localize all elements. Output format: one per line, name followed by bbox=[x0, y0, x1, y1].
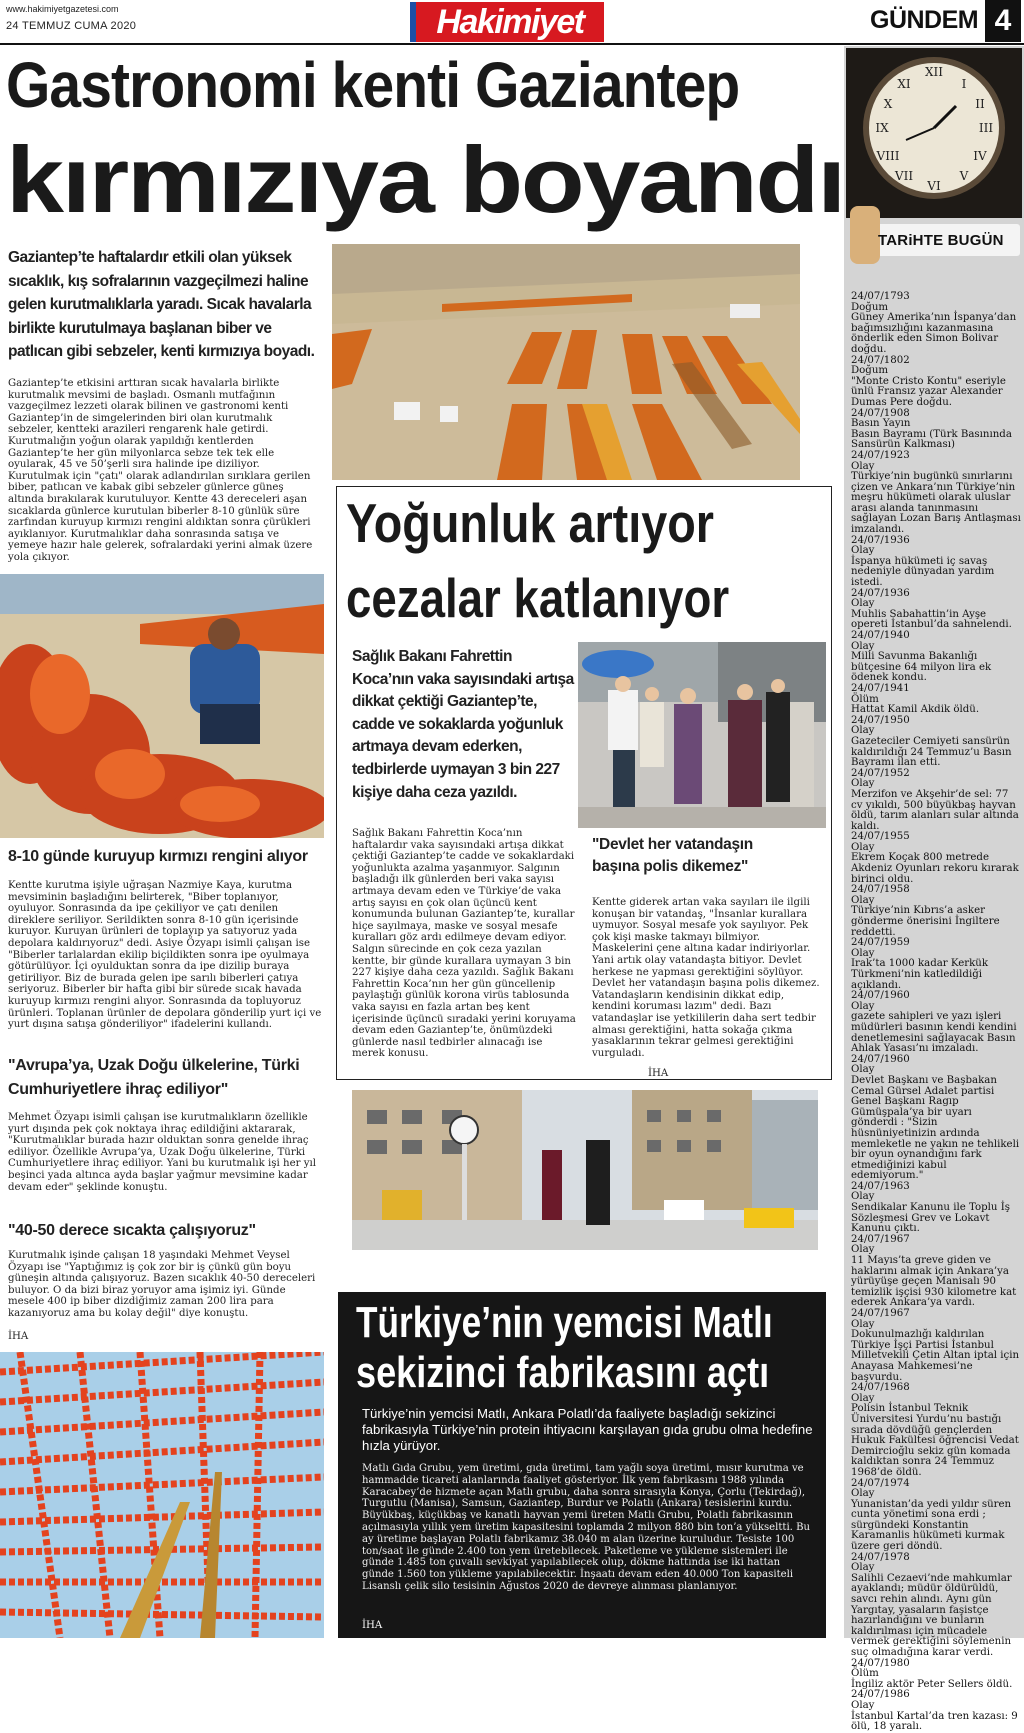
covid-body-continued: Kentte giderek artan vaka sayıları ile ilgili konuşan bir vatandaş, "İnsanlar kurallara uymuyor. Sosyal mesafe yok sayılıyor. Pek çok kişi maske takmayı bilmiyor. Maskelerini çene altına kadar indiriyorlar. Yani artık olay vatandaşta bitiyor. Devlet herkese ne yapması gerektiğini söylüyor. Devlet her vatandaşın başına polis dikemez. Vatandaşların kendisinin dikkat edip, kendini koruması lazım" dedi. Bazı vatandaşlar ise yetkililerin daha sert tedbir alması gerektiğini, hatta sokağa çıkma yasaklarının tekrar gelmesi gerektiğini vurguladı. bbox=[592, 897, 820, 1059]
history-entry-line: Olay bbox=[851, 778, 875, 790]
history-entry-line: Doğum bbox=[851, 301, 889, 313]
website-url[interactable]: www.hakimiyetgazetesi.com bbox=[6, 4, 119, 14]
main-headline-line1: Gastronomi kenti Gaziantep bbox=[6, 49, 740, 121]
history-entry-line: 24/07/1967 bbox=[851, 1233, 910, 1245]
main-headline-line2: kırmızıya boyandı bbox=[6, 127, 844, 232]
history-entry-line: Olay bbox=[851, 1488, 875, 1500]
history-title: TARiHTE BUGÜN bbox=[878, 232, 1004, 249]
history-entry-line: Polisin İstanbul Teknik Üniversitesi Yurdu’nu bastığı sırada dövdüğü gençlerden Hukuk Fakültesi öğrencisi Vedat Demircioğlu sekiz gün komada kaldıktan sonra 24 Temmuz 1968’de öldü. bbox=[851, 1403, 1019, 1478]
matli-body: Matlı Gıda Grubu, yem üretimi, gıda üretimi, tam yağlı soya üretimi, mısır kurutma ve hammadde ticareti alanlarında faaliyet gösteriyor. İlk yem fabrikasını 1988 yılında Karacabey’de hizmete açan Matlı grubu, daha sonra sırasıyla Konya, Çorlu (Tekirdağ), Turgutlu (Manisa), Samsun, Gaziantep, Burdur ve Polatlı (Ankara) tesislerini kurdu. Büyükbaş, küçükbaş ve kanatlı hayvan yemi üreten Matlı Grubu, Polatlı fabrikasının açılmasıyla yıllık yem üretim kapasitesini toplamda 2 milyon 880 bin ton’a yükseltti. Bu ay üretime başlayan Polatlı fabrikamız 38.040 m alan üzerine kuruludur. Tesiste 100 ton/saat ile günde 2.400 ton yem üretebilecek. Paketleme ve yükleme sistemleri ile günde 1.485 ton çuvallı sevkiyat yapılabilecek olup, dökme hattında ise iki hattan günde 1.560 ton yükleme yapılabilecektir. İnşaatı devam eden 40.000 Ton kapasiteli Lisanslı çelik silo tesisinin Ağustos 2020 de devreye alınması planlanıyor. bbox=[362, 1463, 811, 1592]
matli-headline-line2: sekizinci fabrikasını açtı bbox=[356, 1348, 770, 1397]
crowd-photo-svg bbox=[578, 642, 826, 828]
history-entry-line: 24/07/1802 bbox=[851, 354, 910, 366]
newspaper-logo[interactable] bbox=[410, 2, 604, 42]
svg-text:X: X bbox=[883, 97, 893, 111]
history-entry-line: Olay bbox=[851, 1392, 875, 1404]
svg-text:VI: VI bbox=[927, 179, 941, 193]
main-subheading-1: 8-10 günde kuruyup kırmızı rengini alıyor bbox=[8, 848, 308, 865]
svg-text:IV: IV bbox=[973, 149, 987, 163]
history-entry-line: Olay bbox=[851, 598, 875, 610]
history-entry-line: 24/07/1980 bbox=[851, 1657, 910, 1669]
history-entry-line: Basın Yayın bbox=[851, 418, 911, 430]
history-entry-line: Olay bbox=[851, 947, 875, 959]
history-entry-line: Ölüm bbox=[851, 1668, 879, 1680]
street-with-clock-photo bbox=[352, 1090, 818, 1250]
history-entry-line: Dokunulmazlığı kaldırılan Türkiye İşçi Partisi İstanbul Milletvekili Çetin Altan iptal için Anayasa Mahkemesi’ne başvurdu. bbox=[851, 1329, 1020, 1383]
history-entry-line: 24/07/1986 bbox=[851, 1689, 910, 1701]
history-entry-line: Olay bbox=[851, 1064, 875, 1076]
matli-source: İHA bbox=[362, 1620, 383, 1631]
svg-text:XI: XI bbox=[897, 77, 911, 91]
history-entry-line: Devlet Başkanı ve Başbakan Cemal Gürsel Adalet partisi Genel Başkanı Ragıp Gümüşpala’ya bir uyarı gönderdi : "Sizin hüsnüniyetinizin ardında memleketle ne yakın ne tehlikeli bir oyun oynandığını fark etmediğinizi kabul edemiyorum." bbox=[851, 1074, 1020, 1182]
main-body-2: Kentte kurutma işiyle uğraşan Nazmiye Kaya, kurutma mevsiminin başladığını belirterek, "Biber toplanıyor, oyuluyor. Sonrasında da ipe çekiliyor ve çatı denilen direklere seriliyor. Serildikten sonra 8-10 gün içerisinde kuruyor. Kuruyan ürünleri de toplayıp ya satıyoruz yada depolara kaldırıyoruz" dedi. Asiye Özyapı isimli çalışan ise "Biberler tarlalardan ekilip biçildikten sonra ipe oyulmaya götürülüyor. İçi oyulduktan sonra da ipe dizilip buraya getiriliyor. Biz de burada gelen ipe sarılı biberleri çatıya seriyoruz. Biberler bir hafta gibi bir sürede sıcak havada kuruyup kırmızı rengini alıyor. Sonrasında da topluyoruz ürünleri. Toplanan ürünler de depolara gönderilip yurt içi ve yurt dışına satışa gönderiliyor" ifadelerini kullandı. bbox=[8, 880, 322, 1031]
covid-subheading: "Devlet her vatandaşın başına polis dikemez" bbox=[592, 836, 753, 875]
history-entry-line: Olay bbox=[851, 1244, 875, 1256]
logo-text: Hakimiyet bbox=[436, 2, 584, 41]
page-number-box bbox=[985, 0, 1021, 42]
street-photo-svg bbox=[352, 1090, 818, 1250]
history-entry-line: 24/07/1967 bbox=[851, 1308, 910, 1319]
history-entry-line: Yunanistan’da yedi yıldır süren cunta yönetimi sona erdi ; sürgündeki Konstantin Karamanlis hükümeti kurmak üzere geri döndü. bbox=[851, 1498, 1012, 1553]
svg-text:I: I bbox=[961, 77, 967, 91]
history-entry-line: Irak’ta 1000 kadar Kerkük Türkmeni’nin katledildiği açıklandı. bbox=[851, 958, 989, 991]
clock-svg bbox=[846, 48, 1022, 218]
worker-photo-svg bbox=[0, 574, 324, 838]
history-entry-line: Muhlis Sabahattin’in Ayşe opereti İstanbul’da sahnelendi. bbox=[851, 608, 1012, 631]
history-entry-line: Salihli Cezaevi’nde mahkumlar ayaklandı; müdür öldürüldü, savcı rehin alındı. Aynı gün Yargıtay, yasaların faşistçe hazırlandığını ve bunların kaldırılması için mücadele vermek gerektiğini söylemenin suç olmadığına karar verdi. bbox=[851, 1572, 1012, 1658]
pepper-strings-photo bbox=[0, 1352, 324, 1638]
history-entry-line: 24/07/1960 bbox=[851, 1053, 910, 1065]
history-entry-line: Basın Bayramı (Türk Basınında Sansürün Kalkması) bbox=[851, 428, 1012, 451]
page-number: 4 bbox=[994, 4, 1012, 37]
main-subheading-3: "40-50 derece sıcakta çalışıyoruz" bbox=[8, 1222, 256, 1239]
svg-text:VIII: VIII bbox=[876, 149, 900, 163]
history-entry-line: Olay bbox=[851, 1000, 875, 1012]
main-body: Gaziantep’te etkisini arttıran sıcak havalarla birlikte kurutmalık mevsimi de başladı. Osmanlı mutfağının vazgeçilmez lezzeti olarak bilinen ve gastronomi kenti Gaziantep’in de simgelerinden biri olan kurutmalık sebzeler, kentteki arazileri rengarenk hale getirdi. Kurutmalığın yoğun olarak yapıldığı kentlerden Gaziantep’te her gün milyonlarca sebze tek tek elle oyularak, 45 ve 50’şerli sıra halinde ipe diziliyor. Kurutulmak için "çatı" olarak adlandırılan sırıklara gerilen biber, patlıcan ve kabak gibi sebzeler günlerce güneş altında bırakılarak kurutuluyor. Kentte 43 dereceleri aşan sıcaklarda günlerce kurutulan biberler 8-10 günlük süre zarfından kuruyup kırmızı rengini aldıktan sonra çürükleri ayıklanıyor. Kurutmalıklar daha sonrasında satışa ve yemeye hazır hale gelerek, sofralardaki yerini almak üzere yola çıkıyor. bbox=[8, 378, 313, 563]
history-entry-line: Olay bbox=[851, 1191, 875, 1203]
covid-lead: Sağlık Bakanı Fahrettin Koca’nın vaka sayısındaki artışa dikkat çektiği Gaziantep’te, cadde ve sokaklarda yoğunluk artmaya devam ederken, tedbirlerde uymayan 3 bin 227 kişiye daha ceza yazıldı. bbox=[352, 648, 574, 801]
history-entry-line: 24/07/1959 bbox=[851, 937, 910, 949]
history-entry-line: Olay bbox=[851, 725, 875, 737]
history-entry-line: Ölüm bbox=[851, 693, 879, 705]
svg-text:VII: VII bbox=[894, 169, 914, 183]
svg-text:IX: IX bbox=[875, 121, 889, 135]
history-entry-line: 24/07/1963 bbox=[851, 1180, 910, 1192]
history-entry-line: Olay bbox=[851, 1562, 875, 1574]
history-entry-line: 24/07/1941 bbox=[851, 682, 910, 694]
crowded-street-photo bbox=[578, 642, 826, 828]
history-entry-line: Sendikalar Kanunu ile Toplu İş Sözleşmesi Grev ve Lokavt Kanunu çıktı. bbox=[851, 1202, 1010, 1235]
issue-date: 24 TEMMUZ CUMA 2020 bbox=[6, 20, 137, 32]
history-entry-line: Hattat Kamil Akdik öldü. bbox=[851, 704, 980, 716]
scroll-icon bbox=[850, 206, 880, 264]
history-entry-line: 11 Mayıs’ta greve giden ve haklarını almak için Ankara’ya yürüyüşe geçen Manisalı 90 temizlik işçisi 930 kilometre kat ederek Ankara’ya vardı. bbox=[851, 1255, 1017, 1309]
history-entry-line: Türkiye’nin Kıbrıs’a asker gönderme önerisini İngiltere reddetti. bbox=[851, 905, 1000, 938]
history-entry-line: 24/07/1936 bbox=[851, 534, 910, 546]
main-source: İHA bbox=[8, 1331, 29, 1342]
matli-headline-line1: Türkiye’nin yemcisi Matlı bbox=[356, 1298, 773, 1347]
section-label: GÜNDEM bbox=[870, 6, 979, 34]
pepper-strings-svg bbox=[0, 1352, 324, 1638]
history-entry-line: 24/07/1974 bbox=[851, 1477, 910, 1489]
history-entry-line: Olay bbox=[851, 894, 875, 906]
history-entry-line: Türkiye’nin bugünkü sınırlarını çizen ve Ankara’nın Türkiye’nin meşru hükümeti olarak uluslar arası alanda tanınmasını sağlayan Lozan Barış Antlaşması imzalandı. bbox=[851, 471, 1021, 536]
history-entry-line: 24/07/1908 bbox=[851, 407, 910, 419]
history-entry-line: 24/07/1950 bbox=[851, 714, 910, 726]
history-entry-line: Ekrem Koçak 800 metrede Akdeniz Oyunları rekoru kırarak birinci oldu. bbox=[851, 852, 1019, 885]
clock-photo bbox=[846, 48, 1022, 218]
history-entry-line: Merzifon ve Akşehir’de sel: 77 cv yıkıldı, 500 büyükbaş hayvan öldü, tarım alanları sular altında kaldı. bbox=[851, 788, 1019, 832]
history-entry-line: İspanya hükümeti iç savaş nedeniyle dünyadan yardım istedi. bbox=[851, 555, 995, 589]
covid-headline-line1: Yoğunluk artıyor bbox=[346, 492, 714, 554]
history-entry-line: Olay bbox=[851, 545, 875, 557]
svg-text:III: III bbox=[978, 121, 994, 135]
svg-text:XII: XII bbox=[924, 65, 944, 79]
history-entry-line: 24/07/1958 bbox=[851, 884, 910, 896]
history-entry-line: 24/07/1923 bbox=[851, 449, 910, 461]
history-entry-line: İstanbul Kartal’da tren kazası: 9 ölü, 18 yaralı. bbox=[851, 1710, 1018, 1733]
main-body-4: Kurutmalık işinde çalışan 18 yaşındaki Mehmet Veysel Özyapı ise "Yaptığımız iş çok zor bir iş çünkü gün boyu güneşin altında çalışıyoruz. Bazen sıcaklık 40-50 dereceleri buluyor. O da bizi biraz yoruyor ama işimiz iyi. Günde mesele 400 ip biber dizdiğimiz zaman 200 lira para kazanıyoruz ama bu kolay değil" diye konuştu. bbox=[8, 1250, 316, 1319]
history-entry-line: 24/07/1952 bbox=[851, 767, 910, 779]
covid-headline-line2: cezalar katlanıyor bbox=[346, 567, 730, 629]
history-entry-line: Olay bbox=[851, 460, 875, 472]
aerial-photo-svg bbox=[332, 244, 800, 480]
matli-lead: Türkiye’nin yemcisi Matlı, Ankara Polatlı’da faaliyete başladığı sekizinci fabrikasıyla Türkiye’nin protein ihtiyacını karşılayan gıda grubu olma hedefine hızla yürüyor. bbox=[362, 1406, 813, 1453]
history-entries bbox=[851, 292, 1021, 1733]
history-entry-line: 24/07/1936 bbox=[851, 587, 910, 599]
history-entry-line: Milli Savunma Bakanlığı bütçesine 64 milyon lira ek ödenek kondu. bbox=[851, 651, 992, 684]
history-entry-line: 24/07/1960 bbox=[851, 990, 910, 1002]
history-entry-line: 24/07/1978 bbox=[851, 1551, 910, 1563]
history-entry-line: Olay bbox=[851, 640, 875, 652]
main-subheading-2: "Avrupa’ya, Uzak Doğu ülkelerine, Türki Cumhuriyetlere ihraç ediliyor" bbox=[8, 1057, 300, 1098]
covid-source: İHA bbox=[648, 1068, 669, 1079]
history-entry-line: Güney Amerika’nın İspanya’dan bağımsızlığını kazanmasına önderlik eden Simon Bolivar doğdu. bbox=[851, 312, 1017, 355]
main-body-3: Mehmet Özyapı isimli çalışan ise kurutmalıkların özellikle yurt dışında pek çok noktaya ihraç edildiğini aktararak, "Kurutmalıklar burada hazır olduktan sonra genelde ihraç ediliyor. Özellikle Avrupa’ya, Uzak Doğu ülkelerine, Türki Cumhuriyetlere ihraç ediliyor. Yani bu kurutmalık işi her yıl beşinci yada altınca ayda başlar yağmur mevsimine kadar devam eder" şeklinde konuştu. bbox=[8, 1112, 316, 1193]
history-entry-line: Olay bbox=[851, 841, 875, 853]
history-list bbox=[851, 292, 1021, 1733]
main-lead: Gaziantep’te haftalardır etkili olan yüksek sıcaklık, kış sofralarının vazgeçilmezi haline gelen kurutmalıklarla yaradı. Sıcak havalarla birlikte kurutulmaya başlanan biber ve patlıcan gibi sebzeler, kenti kırmızıya boyadı. bbox=[8, 249, 315, 360]
history-entry-line: İngiliz aktör Peter Sellers öldü. bbox=[851, 1678, 1013, 1690]
history-entry-line: gazete sahipleri ve yazı işleri müdürleri basının kendi kendini denetlemesini sağlayacak Basın Ahlak Yasası’nı imzaladı. bbox=[851, 1011, 1017, 1055]
history-entry-line: 24/07/1793 bbox=[851, 291, 910, 302]
history-entry-line: 24/07/1940 bbox=[851, 630, 910, 641]
history-entry-line: Gazeteciler Cemiyeti sansürün kaldırıldığı 24 Temmuz’u Basın Bayramı ilan etti. bbox=[851, 735, 1012, 769]
aerial-drying-field-photo bbox=[332, 244, 800, 480]
history-entry-line: Olay bbox=[851, 1318, 875, 1330]
peppers-worker-photo bbox=[0, 574, 324, 838]
covid-body: Sağlık Bakanı Fahrettin Koca’nın haftalardır vaka sayısındaki artışa dikkat çektiği Gaziantep’te cadde ve sokaklardaki yoğunlukta azalma yaşanmıyor. Salgının başladığı ilk günlerden beri vaka sayısı artmaya devam eden ve Türkiye’de vaka artış sayısı en çok olan üçüncü kent konumunda bulunan Gaziantep’te, kurallar hiçe sayılmaya, maske ve sosyal mesafe kuralları göz ardı edilmeye devam ediyor. Salgın sürecinde en çok ceza yazılan kentte, bir günde kurallara uymayan 3 bin 227 kişiye daha ceza yazıldı. Sağlık Bakanı Fahrettin Koca’nın her gün güncellenip paylaştığı günlük korona virüs tablosunda vaka sayısı en fazla artan beş kent içerisinde üçüncü sıradaki yerini koruyama devam eden Gaziantep’te, önümüzdeki günlerde nasıl tedbirler alınacağı ise merek konusu. bbox=[352, 828, 576, 1060]
history-entry-line: Doğum bbox=[851, 365, 889, 377]
svg-text:V: V bbox=[959, 169, 969, 183]
history-entry-line: 24/07/1968 bbox=[851, 1382, 910, 1394]
history-entry-line: 24/07/1955 bbox=[851, 831, 910, 843]
history-entry-line: "Monte Cristo Kontu" eseriyle ünlü Fransız yazar Alexander Dumas Pere doğdu. bbox=[851, 375, 1006, 408]
svg-text:II: II bbox=[975, 97, 985, 111]
history-entry-line: Olay bbox=[851, 1699, 875, 1711]
